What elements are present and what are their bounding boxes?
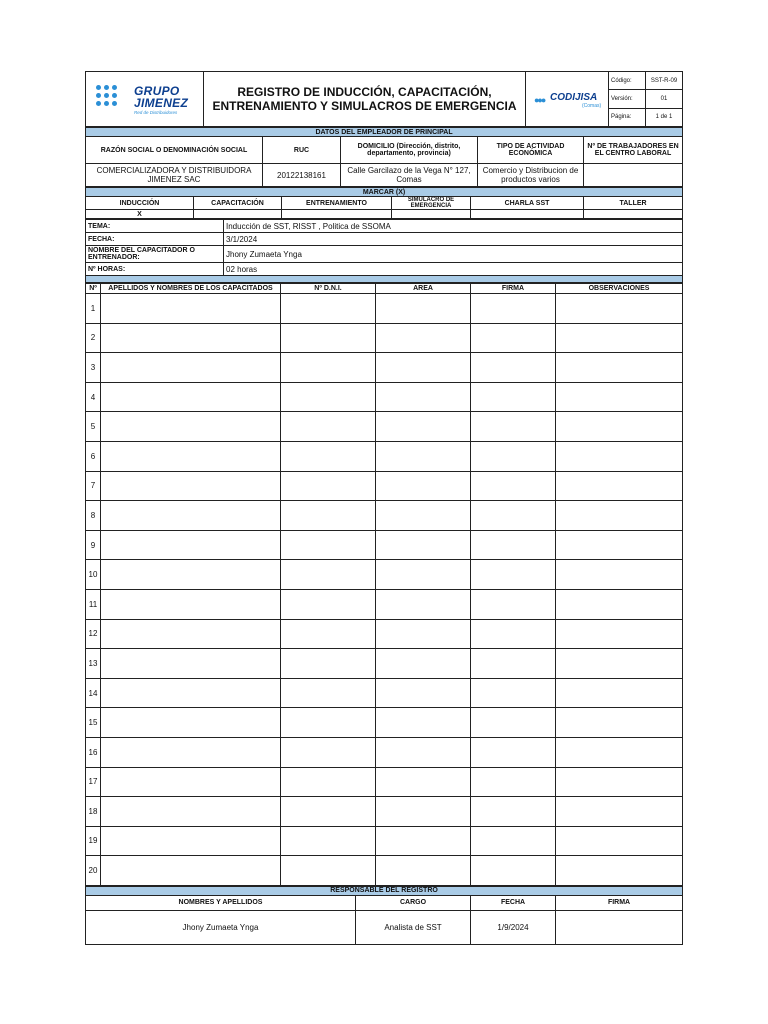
attendee-dni-cell[interactable] [281,353,376,383]
row-number: 4 [86,382,101,412]
attendee-dni-cell[interactable] [281,560,376,590]
attendee-dni-cell[interactable] [281,382,376,412]
row-number: 8 [86,501,101,531]
meta-label: Código: [609,72,646,90]
attendee-row [86,708,683,738]
attendee-name-cell[interactable] [101,678,281,708]
attendee-firma-cell[interactable] [471,501,556,531]
col-header-dni: Nº D.N.I. [281,284,376,294]
attendee-area-cell[interactable] [376,530,471,560]
attendee-row [86,678,683,708]
registration-form [85,71,682,945]
attendee-name-cell[interactable] [101,619,281,649]
attendee-row [86,560,683,590]
attendee-area-cell[interactable] [376,619,471,649]
employer-header: RUC [263,137,341,164]
row-number: 10 [86,560,101,590]
attendee-dni-cell[interactable] [281,412,376,442]
employer-header: DOMICILIO (Dirección, distrito, departamento, provincia) [341,137,478,164]
marcar-section-title: MARCAR (X) [86,188,683,197]
row-number: 18 [86,797,101,827]
attendee-name-cell[interactable] [101,501,281,531]
row-number: 16 [86,737,101,767]
mark-entrenamiento[interactable] [282,210,392,219]
attendee-name-cell[interactable] [101,708,281,738]
fecha-value[interactable]: 3/1/2024 [224,233,683,246]
row-number: 19 [86,826,101,856]
option-entrenamiento: ENTRENAMIENTO [282,197,392,210]
attendee-row [86,441,683,471]
attendee-area-cell[interactable] [376,441,471,471]
attendee-dni-cell[interactable] [281,619,376,649]
capacitador-label: NOMBRE DEL CAPACITADOR O ENTRENADOR: [86,246,224,263]
tema-value[interactable]: Inducción de SST, RISST , Politica de SSOMA [224,220,683,233]
row-number: 12 [86,619,101,649]
responsable-section [85,886,683,945]
row-number: 20 [86,856,101,886]
form-header [85,71,683,127]
attendee-area-cell[interactable] [376,501,471,531]
attendee-row [86,294,683,324]
attendee-row [86,767,683,797]
info-section [85,219,683,283]
actividad-value: Comercio y Distribucion de productos varios [478,164,584,187]
attendee-area-cell[interactable] [376,797,471,827]
attendee-row [86,826,683,856]
row-number: 6 [86,441,101,471]
attendee-name-cell[interactable] [101,294,281,324]
option-simulacro: SIMULACRO DE EMERGENCIA [392,197,471,210]
attendee-row [86,353,683,383]
attendee-dni-cell[interactable] [281,501,376,531]
col-header-observaciones: OBSERVACIONES [556,284,683,294]
attendee-area-cell[interactable] [376,767,471,797]
responsable-header: CARGO [356,895,471,910]
responsable-firma[interactable] [556,910,683,944]
attendee-row [86,471,683,501]
attendee-area-cell[interactable] [376,382,471,412]
attendee-firma-cell[interactable] [471,797,556,827]
row-number: 14 [86,678,101,708]
attendees-table [85,283,683,886]
attendee-observaciones-cell[interactable] [556,856,683,886]
col-header-firma: FIRMA [471,284,556,294]
row-number: 1 [86,294,101,324]
attendee-row [86,530,683,560]
mark-induccion[interactable]: X [86,210,194,219]
attendee-row [86,619,683,649]
attendee-observaciones-cell[interactable] [556,323,683,353]
attendee-area-cell[interactable] [376,856,471,886]
attendee-firma-cell[interactable] [471,678,556,708]
attendee-row [86,412,683,442]
col-header-num: Nº [86,284,101,294]
attendee-firma-cell[interactable] [471,412,556,442]
responsable-fecha[interactable]: 1/9/2024 [471,910,556,944]
attendee-area-cell[interactable] [376,737,471,767]
horas-label: Nº HORAS: [86,263,224,276]
attendee-name-cell[interactable] [101,353,281,383]
logo-line2: JIMENEZ [134,96,189,110]
attendee-area-cell[interactable] [376,353,471,383]
trabajadores-value [584,164,683,187]
attendee-name-cell[interactable] [101,826,281,856]
col-header-area: AREA [376,284,471,294]
attendee-observaciones-cell[interactable] [556,826,683,856]
employer-header: TIPO DE ACTIVIDAD ECONÓMICA [478,137,584,164]
attendee-observaciones-cell[interactable] [556,619,683,649]
capacitador-value[interactable]: Jhony Zumaeta Ynga [224,246,683,263]
row-number: 17 [86,767,101,797]
attendee-name-cell[interactable] [101,737,281,767]
logo-dots-icon [96,85,130,111]
razon-social-value: COMERCIALIZADORA Y DISTRIBUIDORA JIMENEZ SAC [86,164,263,187]
attendee-firma-cell[interactable] [471,471,556,501]
attendee-dni-cell[interactable] [281,767,376,797]
domicilio-value: Calle Garcilazo de la Vega N° 127, Comas [341,164,478,187]
attendee-row [86,649,683,679]
attendee-observaciones-cell[interactable] [556,797,683,827]
attendee-observaciones-cell[interactable] [556,767,683,797]
row-number: 13 [86,649,101,679]
responsable-cargo[interactable]: Analista de SST [356,910,471,944]
attendee-dni-cell[interactable] [281,294,376,324]
tema-label: TEMA: [86,220,224,233]
attendee-dni-cell[interactable] [281,708,376,738]
meta-value: SST-R-09 [646,72,683,90]
attendee-dni-cell[interactable] [281,797,376,827]
meta-value: 01 [646,90,683,108]
attendee-name-cell[interactable] [101,589,281,619]
attendee-firma-cell[interactable] [471,767,556,797]
attendee-firma-cell[interactable] [471,530,556,560]
document-meta [609,72,683,127]
attendee-row [86,589,683,619]
row-number: 11 [86,589,101,619]
attendee-observaciones-cell[interactable] [556,649,683,679]
attendee-area-cell[interactable] [376,826,471,856]
col-header-names: APELLIDOS Y NOMBRES DE LOS CAPACITADOS [101,284,281,294]
attendee-firma-cell[interactable] [471,589,556,619]
ruc-value: 20122138161 [263,164,341,187]
responsable-section-title: RESPONSABLE DEL REGISTRO [86,886,683,895]
attendee-area-cell[interactable] [376,678,471,708]
attendee-row [86,856,683,886]
attendee-name-cell[interactable] [101,767,281,797]
attendee-observaciones-cell[interactable] [556,412,683,442]
codi-sub: (Comas) [582,103,602,109]
employer-header: RAZÓN SOCIAL O DENOMINACIÓN SOCIAL [86,137,263,164]
attendee-observaciones-cell[interactable] [556,294,683,324]
row-number: 7 [86,471,101,501]
option-charla: CHARLA SST [471,197,584,210]
responsable-header: FIRMA [556,895,683,910]
attendee-area-cell[interactable] [376,412,471,442]
mark-simulacro[interactable] [392,210,471,219]
employer-section-title: DATOS DEL EMPLEADOR DE PRINCIPAL [86,128,683,137]
attendee-dni-cell[interactable] [281,737,376,767]
attendee-area-cell[interactable] [376,560,471,590]
row-number: 15 [86,708,101,738]
attendee-dni-cell[interactable] [281,589,376,619]
attendee-name-cell[interactable] [101,856,281,886]
attendee-row [86,797,683,827]
attendee-dni-cell[interactable] [281,649,376,679]
codijisa-logo [526,72,609,127]
document-title [204,72,526,127]
attendee-observaciones-cell[interactable] [556,737,683,767]
attendee-observaciones-cell[interactable] [556,441,683,471]
employer-header: Nº DE TRABAJADORES EN EL CENTRO LABORAL [584,137,683,164]
mark-taller[interactable] [584,210,683,219]
attendee-firma-cell[interactable] [471,649,556,679]
mark-charla[interactable] [471,210,584,219]
attendee-firma-cell[interactable] [471,619,556,649]
codi-dots-icon: ●●● [534,95,545,105]
horas-value[interactable]: 02 horas [224,263,683,276]
row-number: 2 [86,323,101,353]
row-number: 9 [86,530,101,560]
option-induccion: INDUCCIÓN [86,197,194,210]
attendee-dni-cell[interactable] [281,826,376,856]
row-number: 3 [86,353,101,383]
attendee-name-cell[interactable] [101,797,281,827]
attendee-area-cell[interactable] [376,589,471,619]
attendee-name-cell[interactable] [101,649,281,679]
meta-label: Versión: [609,90,646,108]
responsable-name[interactable]: Jhony Zumaeta Ynga [86,910,356,944]
attendee-firma-cell[interactable] [471,382,556,412]
attendee-observaciones-cell[interactable] [556,471,683,501]
attendee-row [86,501,683,531]
codi-name: CODIJISA [550,92,598,103]
attendee-observaciones-cell[interactable] [556,560,683,590]
attendee-observaciones-cell[interactable] [556,708,683,738]
option-capacitacion: CAPACITACIÓN [194,197,282,210]
attendee-name-cell[interactable] [101,382,281,412]
meta-label: Página: [611,114,632,121]
attendee-name-cell[interactable] [101,560,281,590]
attendee-firma-cell[interactable] [471,323,556,353]
attendee-firma-cell[interactable] [471,826,556,856]
attendee-area-cell[interactable] [376,294,471,324]
responsable-header: NOMBRES Y APELLIDOS [86,895,356,910]
meta-value: 1 de 1 [646,108,683,126]
attendee-row [86,323,683,353]
attendee-name-cell[interactable] [101,471,281,501]
attendee-area-cell[interactable] [376,708,471,738]
title-line2: ENTRENAMIENTO Y SIMULACROS DE EMERGENCIA [212,99,517,113]
logo-tagline: Red de Distribuidores [134,110,178,115]
attendee-firma-cell[interactable] [471,708,556,738]
row-number: 5 [86,412,101,442]
option-taller: TALLER [584,197,683,210]
attendee-firma-cell[interactable] [471,294,556,324]
attendee-firma-cell[interactable] [471,737,556,767]
title-line1: REGISTRO DE INDUCCIÓN, CAPACITACIÓN, [237,85,492,99]
attendee-area-cell[interactable] [376,471,471,501]
attendee-dni-cell[interactable] [281,530,376,560]
fecha-label: FECHA: [86,233,224,246]
attendee-firma-cell[interactable] [471,560,556,590]
responsable-header: FECHA [471,895,556,910]
attendee-firma-cell[interactable] [471,856,556,886]
mark-capacitacion[interactable] [194,210,282,219]
attendee-name-cell[interactable] [101,323,281,353]
attendee-observaciones-cell[interactable] [556,530,683,560]
attendee-row [86,382,683,412]
logo-line1: GRUPO [134,84,180,98]
attendee-firma-cell[interactable] [471,441,556,471]
attendee-dni-cell[interactable] [281,323,376,353]
attendee-observaciones-cell[interactable] [556,589,683,619]
attendee-observaciones-cell[interactable] [556,501,683,531]
attendee-observaciones-cell[interactable] [556,353,683,383]
attendee-row [86,737,683,767]
attendee-dni-cell[interactable] [281,678,376,708]
attendee-name-cell[interactable] [101,441,281,471]
attendee-dni-cell[interactable] [281,471,376,501]
attendee-name-cell[interactable] [101,530,281,560]
attendee-observaciones-cell[interactable] [556,382,683,412]
attendee-dni-cell[interactable] [281,441,376,471]
grupo-jimenez-logo [86,72,204,127]
attendee-observaciones-cell[interactable] [556,678,683,708]
employer-section [85,127,683,187]
attendee-area-cell[interactable] [376,323,471,353]
attendee-name-cell[interactable] [101,412,281,442]
attendee-firma-cell[interactable] [471,353,556,383]
attendee-dni-cell[interactable] [281,856,376,886]
attendee-area-cell[interactable] [376,649,471,679]
marcar-section [85,187,683,219]
section-separator [86,276,683,283]
